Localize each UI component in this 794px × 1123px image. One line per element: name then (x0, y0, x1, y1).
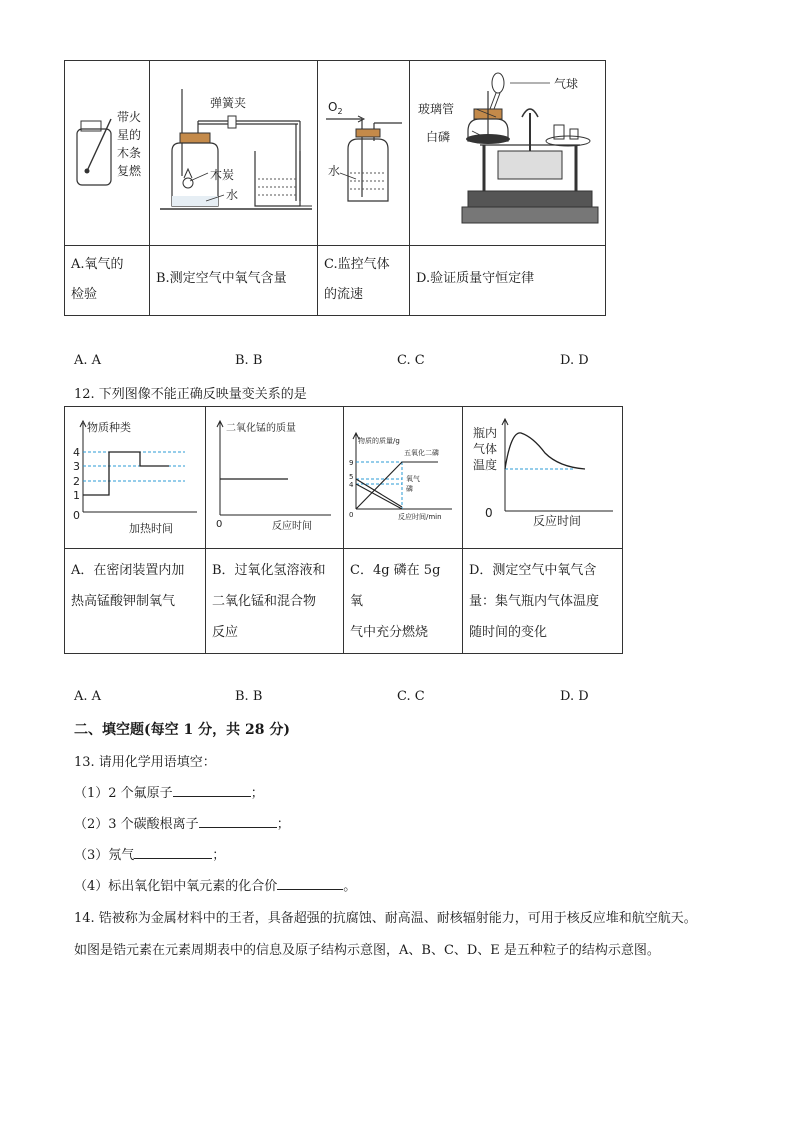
chart-a-tick-3: 3 (73, 460, 80, 473)
q13-blank-4[interactable] (277, 878, 343, 890)
mass-conservation-balance-figure (410, 61, 605, 241)
q11-option-c[interactable]: C. C (397, 353, 425, 368)
q13-item-1-end: ； (250, 786, 264, 801)
chart-a-series-line (83, 452, 169, 495)
chart-c-series-o2 (356, 479, 402, 507)
chart-c-origin: 0 (349, 511, 354, 519)
caption-c-line1: C.监控气体 (324, 257, 390, 272)
q12-caption-a-line1: A．在密闭装置内加 (71, 563, 185, 578)
charcoal-label: 木炭 (210, 168, 235, 182)
caption-d: D.验证质量守恒定律 (416, 271, 535, 286)
q13-item-3-end: ； (212, 848, 226, 863)
q11-image-d (410, 61, 606, 246)
q12-caption-d-line3: 随时间的变化 (469, 625, 548, 640)
label-a-4: 复燃 (117, 164, 142, 178)
chart-c-xlabel: 反应时间/min (398, 513, 442, 521)
chart-a-svg (65, 407, 205, 544)
o2-label: $O_2$ (328, 100, 343, 116)
label-a-2: 星的 (117, 128, 142, 142)
chart-c-tick-9: 9 (349, 459, 354, 467)
q12-option-c[interactable]: C. C (397, 689, 425, 704)
q11-caption-a (65, 246, 150, 316)
chart-b-svg (206, 407, 343, 544)
q12-caption-b-line2: 二氧化锰和混合物 (212, 594, 317, 609)
chart-d-series-line (505, 433, 585, 469)
q12-caption-d (463, 549, 623, 654)
chart-c-label-o2: 氧气 (406, 475, 420, 483)
chart-c-svg (344, 407, 462, 544)
q12-chart-d (463, 407, 623, 549)
q13-item-4-end: 。 (343, 879, 357, 894)
chart-d-xlabel: 反应时间 (533, 514, 582, 528)
q11-option-d[interactable]: D. D (560, 353, 589, 368)
q12-caption-c (344, 549, 463, 654)
q12-caption-d-line2: 量：集气瓶内气体温度 (469, 594, 600, 609)
chart-b-origin: 0 (216, 519, 223, 530)
chart-c-tick-4: 4 (349, 481, 354, 489)
chart-a-origin: 0 (73, 509, 80, 522)
white-phosphorus-label: 白磷 (426, 130, 451, 144)
balloon-label: 气球 (554, 77, 579, 91)
q13-item-4 (74, 875, 356, 894)
caption-a-line1: A.氧气的 (71, 257, 124, 272)
chart-d-ylabel-1: 瓶内 (473, 426, 498, 440)
q12-caption-c-line2: 气中充分燃烧 (350, 625, 429, 640)
q11-caption-b (150, 246, 318, 316)
q12-caption-c-line1: C．4g 磷在 5g 氧 (350, 563, 441, 609)
q12-option-d[interactable]: D. D (560, 689, 589, 704)
chart-a-ylabel: 物质种类 (87, 421, 131, 434)
q13-item-3 (74, 844, 225, 863)
q11-option-a[interactable]: A. A (74, 353, 102, 368)
oxygen-test-figure (65, 61, 149, 241)
q13-blank-2[interactable] (199, 816, 277, 828)
q11-image-c (318, 61, 410, 246)
q12-table (64, 406, 623, 654)
water-label-b: 水 (226, 188, 239, 202)
caption-c-line2: 的流速 (324, 287, 364, 302)
section2-heading: 二、填空题(每空 1 分，共 28 分) (74, 722, 290, 738)
q13-item-2 (74, 813, 290, 832)
chart-d-ylabel-3: 温度 (473, 458, 498, 472)
water-label-c: 水 (328, 164, 341, 178)
caption-a-line2: 检验 (71, 287, 98, 302)
spring-clip-label: 弹簧夹 (210, 96, 247, 110)
q12-chart-c (344, 407, 463, 549)
q12-option-b[interactable]: B. B (235, 689, 263, 704)
q13-item-3-text: （3）氖气 (74, 848, 135, 863)
q13-item-1 (74, 782, 264, 801)
chart-c-series-p2o5 (356, 462, 402, 509)
q13-stem: 13. 请用化学用语填空： (74, 755, 216, 770)
chart-d-ylabel-2: 气体 (473, 442, 498, 456)
q12-caption-b-line3: 反应 (212, 625, 239, 640)
q14-line1: 14. 锆被称为金属材料中的王者，具备超强的抗腐蚀、耐高温、耐核辐射能力，可用于核反应堆和航空航天。 (74, 911, 697, 926)
q11-image-b (150, 61, 318, 246)
q12-chart-b (206, 407, 344, 549)
label-a-1: 带火 (117, 110, 142, 124)
chart-a-tick-2: 2 (73, 475, 80, 488)
q11-table (64, 60, 606, 316)
q13-item-1-text: （1）2 个氟原子 (74, 786, 173, 801)
q14-line2: 如图是锆元素在元素周期表中的信息及原子结构示意图，A、B、C、D、E 是五种粒子的结构示意图。 (74, 943, 660, 958)
q12-chart-a (65, 407, 206, 549)
q11-option-b[interactable]: B. B (235, 353, 263, 368)
chart-c-label-p2o5: 五氧化二磷 (404, 449, 439, 457)
q12-caption-a (65, 549, 206, 654)
glass-tube-label: 玻璃管 (418, 102, 455, 116)
q12-stem: 12. 下列图像不能正确反映量变关系的是 (74, 387, 307, 402)
q13-item-2-end: ； (276, 817, 290, 832)
q11-caption-c (318, 246, 410, 316)
chart-a-tick-4: 4 (73, 446, 80, 459)
q13-item-2-text: （2）3 个碳酸根离子 (74, 817, 199, 832)
gas-flow-bottle-figure (318, 61, 409, 241)
caption-b: B.测定空气中氧气含量 (156, 271, 287, 286)
label-a-3: 木条 (117, 146, 142, 160)
chart-d-svg (463, 407, 622, 544)
q11-caption-d (410, 246, 606, 316)
q13-blank-3[interactable] (134, 847, 212, 859)
q13-item-4-text: （4）标出氧化铝中氧元素的化合价 (74, 879, 278, 894)
chart-a-tick-1: 1 (73, 489, 80, 502)
chart-d-origin: 0 (485, 506, 493, 520)
q11-image-a (65, 61, 150, 246)
q13-blank-1[interactable] (173, 785, 251, 797)
chart-a-xlabel: 加热时间 (129, 522, 173, 535)
q12-option-a[interactable]: A. A (74, 689, 102, 704)
chart-c-label-p: 磷 (406, 485, 413, 493)
chart-c-ylabel: 物质的质量/g (358, 437, 400, 445)
q12-caption-d-line1: D．测定空气中氧气含 (469, 563, 597, 578)
chart-b-xlabel: 反应时间 (272, 521, 312, 532)
chart-c-series-p (356, 484, 402, 509)
q12-caption-b (206, 549, 344, 654)
chart-c-tick-5: 5 (349, 473, 354, 481)
q12-caption-a-line2: 热高锰酸钾制氧气 (71, 594, 176, 609)
q12-caption-b-line1: B．过氧化氢溶液和 (212, 563, 326, 578)
air-oxygen-apparatus-figure (150, 61, 317, 241)
chart-b-ylabel: 二氧化锰的质量 (226, 423, 296, 434)
